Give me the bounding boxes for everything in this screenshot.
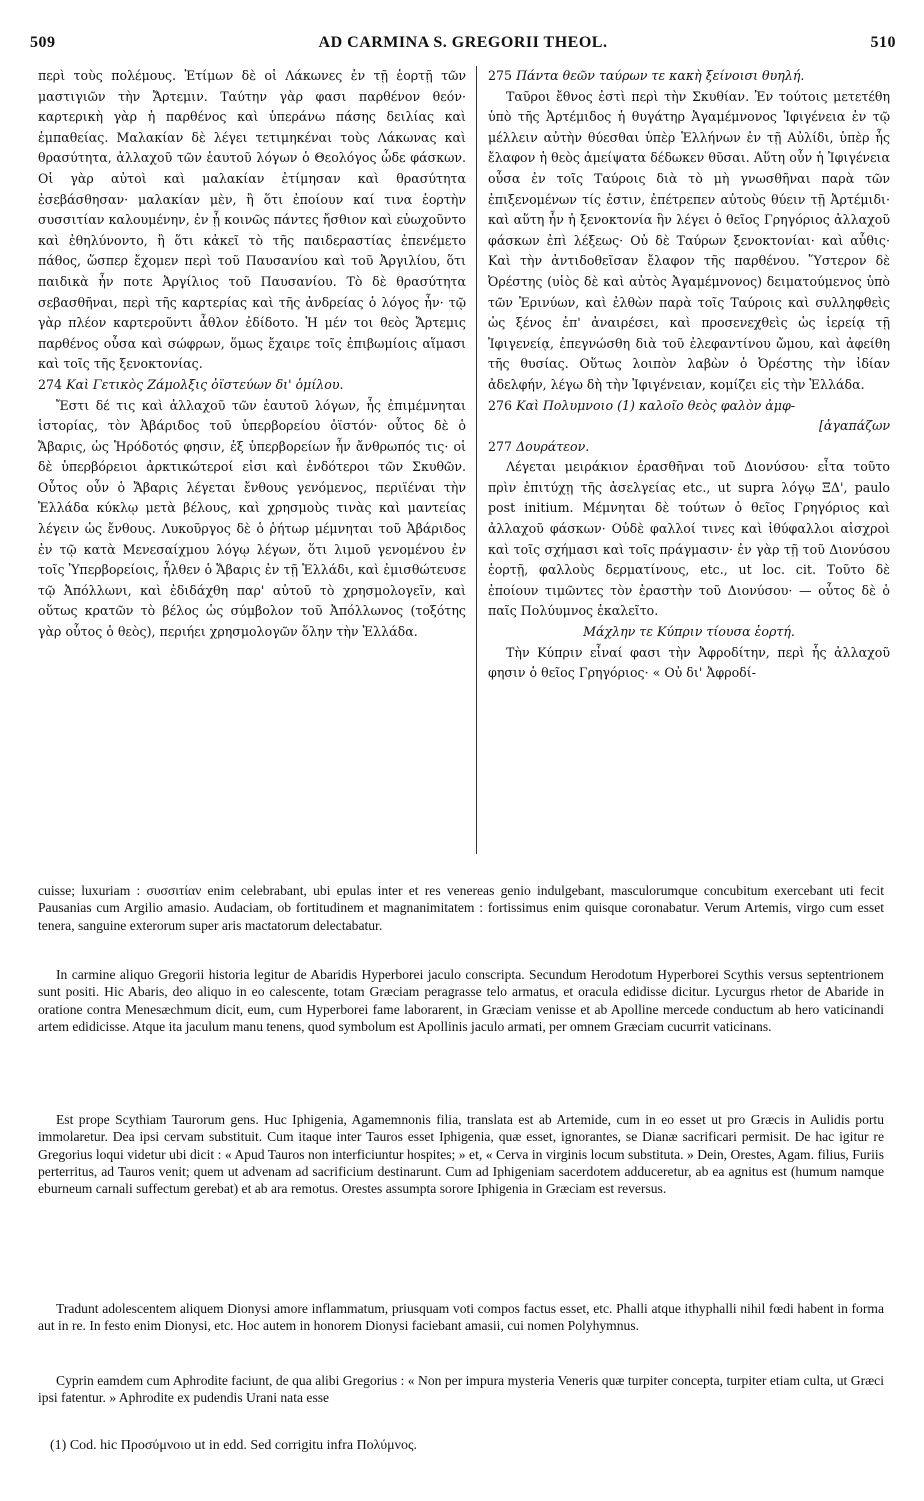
latin-paragraph-5: Cyprin eamdem cum Aphrodite faciunt, de qua alibi Gregorius : « Non per impura mysteria Veneris quæ turpiter concepta, turpiter etiam culta, ut Græci ipsi fatentur. » Aphrodite ex pudendis Urani nata esse: [38, 1373, 884, 1406]
left-paragraph-1: περὶ τοὺς πολέμους. Ἐτίμων δὲ οἱ Λάκωνες ἐν τῇ ἑορτῇ τῶν μαστιγιῶν τὴν Ἄρτεμιν. Ταύτην γὰρ φασι παρθένον θεόν· καρτερικὴ γὰρ ἡ παρθένος καὶ ὑπεράνω πάσης δειλίας καὶ ἐμπαθείας. Μαλακίαν δὲ λέγει τετιμηκέναι τοὺς Λάκωνας καὶ θρασύτητα, ἀλλαχοῦ τῶν ἑαυτοῦ λόγων ὁ Θεολόγος ὧδε φάσκων. Οἱ γὰρ αὐτοὶ καὶ μαλακίαν ἐτίμησαν καὶ θρασύτητα ἐσεβάσθησαν· μαλακίαν μὲν, ἢ ὅτι ἐποίουν καί τινα ἑορτὴν συσσιτίαν καλουμένην, ἐν ᾗ κοινῶς πάντες ἤσθιον καὶ εὐωχοῦντο καὶ ἐθηλύνοντο, ἢ ὅτι κἀκεῖ τὸ τῆς παιδεραστίας ἐπενέμετο πάθος, ὥσπερ ἔχομεν περὶ τοῦ Παυσανίου καὶ τοῦ Ἀργιλίου, ὅτι παιδικὰ ἦν ποτε Ἀργίλιος τοῦ Παυσανίου. Τὸ δὲ θρασύτητα σεβασθῆναι, περὶ τῆς καρτερίας καὶ τῆς ἀνδρείας ὁ λόγος ἦν· τῷ γὰρ πλέον καρτεροῦντι ἆθλον ἐδίδοτο. Ἡ μέν τοι θεὸς Ἄρτεμις παρθένος οὖσα καὶ σώφρων, ὅμως ἔχαιρε τοῖς ἐπιβωμίοις αἵμασι καὶ τοῖς τῆς ξενοκτονίας.: [38, 68, 466, 372]
right-paragraph-1: Ταῦροι ἔθνος ἐστὶ περὶ τὴν Σκυθίαν. Ἐν τούτοις μετετέθη ὑπὸ τῆς Ἀρτέμιδος ἡ θυγάτηρ Ἀγαμέμνονος Ἰφιγένεια ἐν τῷ μέλλειν αὐτὴν θύεσθαι ὑπὲρ Ἑλλήνων ἐν τῇ Αὐλίδι, ὑπὲρ ἧς ἔλαφον ἡ θεὸς ἀμείψατα δέδωκεν θῦσαι. Αὕτη οὖν ἡ Ἰφιγένεια οὖσα ἐν τοῖς Ταύροις διὰ τὸ μὴ γνωσθῆναι παρὰ τῶν ἐπιξενομένων τίς ἐστιν, ἐπέτρεπεν αὐτοὺς θύειν τῇ Ἀρτέμιδι· καὶ αὕτη ἦν ἡ ξενοκτονία ἣν λέγει ὁ θεῖος Γρηγόριος ἀλλαχοῦ φάσκων ἐπὶ λέξεως· Οὐ δὲ Ταύρων ξενοκτονίαι· καὶ αὖθις· Καὶ τὴν ἀντιδοθεῖσαν ἔλαφον τῆς παρθένου. Ὕστερον δὲ Ὀρέστης (υἱὸς δὲ καὶ αὐτὸς Ἀγαμέμνονος) δειματούμενος ὑπὸ τῶν Ἐρινύων, καὶ ἐλθὼν παρὰ τοῖς Ταύροις καὶ συλληφθεὶς ὡς ξένος ἐπ' ἀναιρέσει, καὶ προσενεχθεὶς ὡς ἱερείᾳ τῇ Ἰφιγενείᾳ, ἐπεγνώσθη διὰ τοῦ ἐλεφαντίνου ὤμου, καὶ ἀφείθη τῆς θυσίας. Οὕτως λοιπὸν λαβὼν ὁ Ὀρέστης τὴν ἰδίαν ἀδελφήν, λέγω δὴ τὴν Ἰφιγένειαν, κομίζει εἰς τὴν Ἑλλάδα.: [488, 88, 890, 392]
lemma-274-text: Καὶ Γετικὸς Ζάμολξις ὀϊστεύων δι' ὁμίλου.: [66, 376, 344, 392]
latin-paragraph-1: cuisse; luxuriam : συσσιτίαν enim celebrabant, ubi epulas inter et res venereas genio indulgebant, masculorumque concubitum exercebant uti fecit Pausanias cum Argilio amasio. Audaciam, ob fortitudinem et magnanimitatem : fortissimus enim quisque coronabatur. Verum Artemis, virgo cum esset tenera, sanguine exterorum super aris mactatorum delectabatur.: [38, 883, 884, 933]
lemma-276: [488, 396, 890, 417]
latin-paragraph-2: In carmine aliquo Gregorii historia legitur de Abaridis Hyperborei jaculo conscripta. Secundum Herodotum Hyperborei Scythis versus septentrionem sunt positi. Hic Abaris, deo aliquo in eo calescente, totam Græciam peragrasse telo armatus, et oracula edidisse dicitur. Lycurgus rhetor de Abaride in oratione contra Menesæchmum dicit, eum, cum Hyperborei fame laborarent, in Græciam venisse et ab Apolline mercede conductum ab hero vaticinandi artem edidicisse. Atque ita jaculum manu tenens, quod symbolum est Apollinis jaculo armati, per omnem Græciam cucurrit vaticinans.: [38, 967, 884, 1034]
running-title: AD CARMINA S. GREGORII THEOL.: [318, 34, 608, 51]
lemma-277-text: Δουράτεον.: [516, 438, 590, 454]
lemma-276-text: Καὶ Πολυμνοιο (1) καλοῖο θεὸς φαλὸν ἀμφ-: [516, 397, 796, 413]
lemma-276-continuation: [ἀγαπάζων: [819, 418, 890, 434]
page-number-left: 509: [30, 34, 56, 51]
column-divider: [476, 66, 477, 854]
lemma-275-number: 275: [488, 68, 513, 83]
latin-paragraph-4: Tradunt adolescentem aliquem Dionysi amore inflammatum, priusquam voti compos factus esset, etc. Phalli atque ithyphalli nihil fœdi habent in forma aut in re. In festo enim Dionysi, etc. Hoc autem in honorem Dionysi faciebant amasii, cui nomen Polyhymnus.: [38, 1301, 884, 1334]
lemma-275: [488, 66, 890, 87]
lemma-274: [38, 375, 466, 396]
lemma-274-number: 274: [38, 376, 63, 392]
latin-paragraph-3: Est prope Scythiam Taurorum gens. Huc Iphigenia, Agamemnonis filia, translata est ab Artemide, cum in eo esset ut pro Græcis in Aulidis portu immolaretur. Dea ipsi cervam substituit. Cum itaque inter Tauros esset Iphigenia, quæ esset, ignorantes, se Dianæ sacrificari permisit. De hac igitur re Gregorius loqui videtur ubi dicit : « Apud Tauros non interficiuntur hospites; » et, « Cerva in virginis locum substituta. » Dein, Orestes, Agam. filius, Furiis perterritus, ad Tauros venit; quem ut advenam ad sacrificium destinarunt. Cum ad Iphigeniam sacerdotem adduceretur, ab ea agnitus est (humum namque eburneum carnali suffectum gerebat) et ab ara remotus. Orestes assumpta sorore Iphigenia in Græciam est reversus.: [38, 1112, 884, 1197]
lemma-275-text: Πάντα θεῶν ταύρων τε κακὴ ξείνοισι θυηλή.: [516, 68, 805, 83]
footnote: (1) Cod. hic Προσύμνοιο ut in edd. Sed corrigitu infra Πολύμνος.: [50, 1438, 418, 1453]
page-number-right: 510: [870, 34, 896, 51]
greek-column-right: [488, 66, 890, 684]
right-paragraph-2: Λέγεται μειράκιον ἐρασθῆναι τοῦ Διονύσου· εἶτα τοῦτο πρὶν ἐπιτύχῃ τῆς ἀσελγείας etc., ut supra λόγῳ ΞΔ', paulo post initium. Μέμνηται δὲ τούτων ὁ θεῖος Γρηγόριος καὶ ἀλλαχοῦ φάσκων· Οὐδὲ φαλλοί τινες καὶ ἰθύφαλλοι αἰσχροὶ καὶ τοῖς σχήμασι καὶ τοῖς πράγμασιν· ἐν γὰρ τῇ τοῦ Διονύσου ἑορτῇ, φαλλοὺς δερματίνους, etc., ut loc. cit. Τοῦτο δὲ ἐποίουν τιμῶντες τὸν ἐραστὴν τοῦ Διονύσου· — οὗτος δὲ ὁ παῖς Πολύυμνος ἐκαλεῖτο.: [488, 459, 890, 619]
left-paragraph-2: Ἔστι δέ τις καὶ ἀλλαχοῦ τῶν ἑαυτοῦ λόγων, ἧς ἐπιμέμνηται ἱστορίας, τὸν Ἀβάριδος τοῦ ὑπερβορείου ὀϊστόν· οὗτος δὲ ὁ Ἄβαρις, ὡς Ἡρόδοτός φησιν, ἐξ ὑπερβορείων ἦν ἄνθρωπός τις· οἱ δὲ ὑπερβόρειοι ἀρκτικώτεροί εἰσι καὶ ἐνδότεροι τῶν Σκυθῶν. Οὗτος οὖν ὁ Ἄβαρις λέγεται ἔνθους γενόμενος, περιϊέναι τὴν Ἑλλάδα κύκλῳ μετὰ βέλους, καὶ χρησμοὺς τινὰς καὶ μαντείας λέγειν ὡς ἔνθους. Λυκοῦργος δὲ ὁ ῥήτωρ μέμνηται τοῦ Ἀβάριδος ἐν τῷ κατὰ Μενεσαίχμου λόγῳ λέγων, ὅτι λιμοῦ γενομένου ἐν τοῖς Ὑπερβορείοις, ἦλθεν ὁ Ἄβαρις ἐν τῇ Ἑλλάδι, καὶ ἐμισθώτευσε τῷ Ἀπόλλωνι, καὶ ἐδιδάχθη παρ' αὐτοῦ τὸ χρησμολογεῖν, καὶ οὕτως κρατῶν τὸ βέλος ὡς σύμβολον τοῦ Ἀπόλλωνος (τοξότης γὰρ οὗτος ὁ θεὸς), περιήει χρησμολογῶν ὅλην τὴν Ἑλλάδα.: [38, 397, 466, 640]
right-paragraph-3: Τὴν Κύπριν εἶναί φασι τὴν Ἀφροδίτην, περὶ ἧς ἀλλαχοῦ φησιν ὁ θεῖος Γρηγόριος· « Οὐ δι' Ἀφροδί-: [488, 644, 890, 681]
greek-column-left: [38, 66, 466, 643]
lemma-277: [488, 437, 890, 458]
page-header: [30, 34, 896, 58]
lemma-centered: Μάχλην τε Κύπριν τίουσα ἑορτή.: [583, 624, 795, 640]
lemma-276-number: 276: [488, 397, 513, 413]
lemma-277-number: 277: [488, 438, 513, 454]
